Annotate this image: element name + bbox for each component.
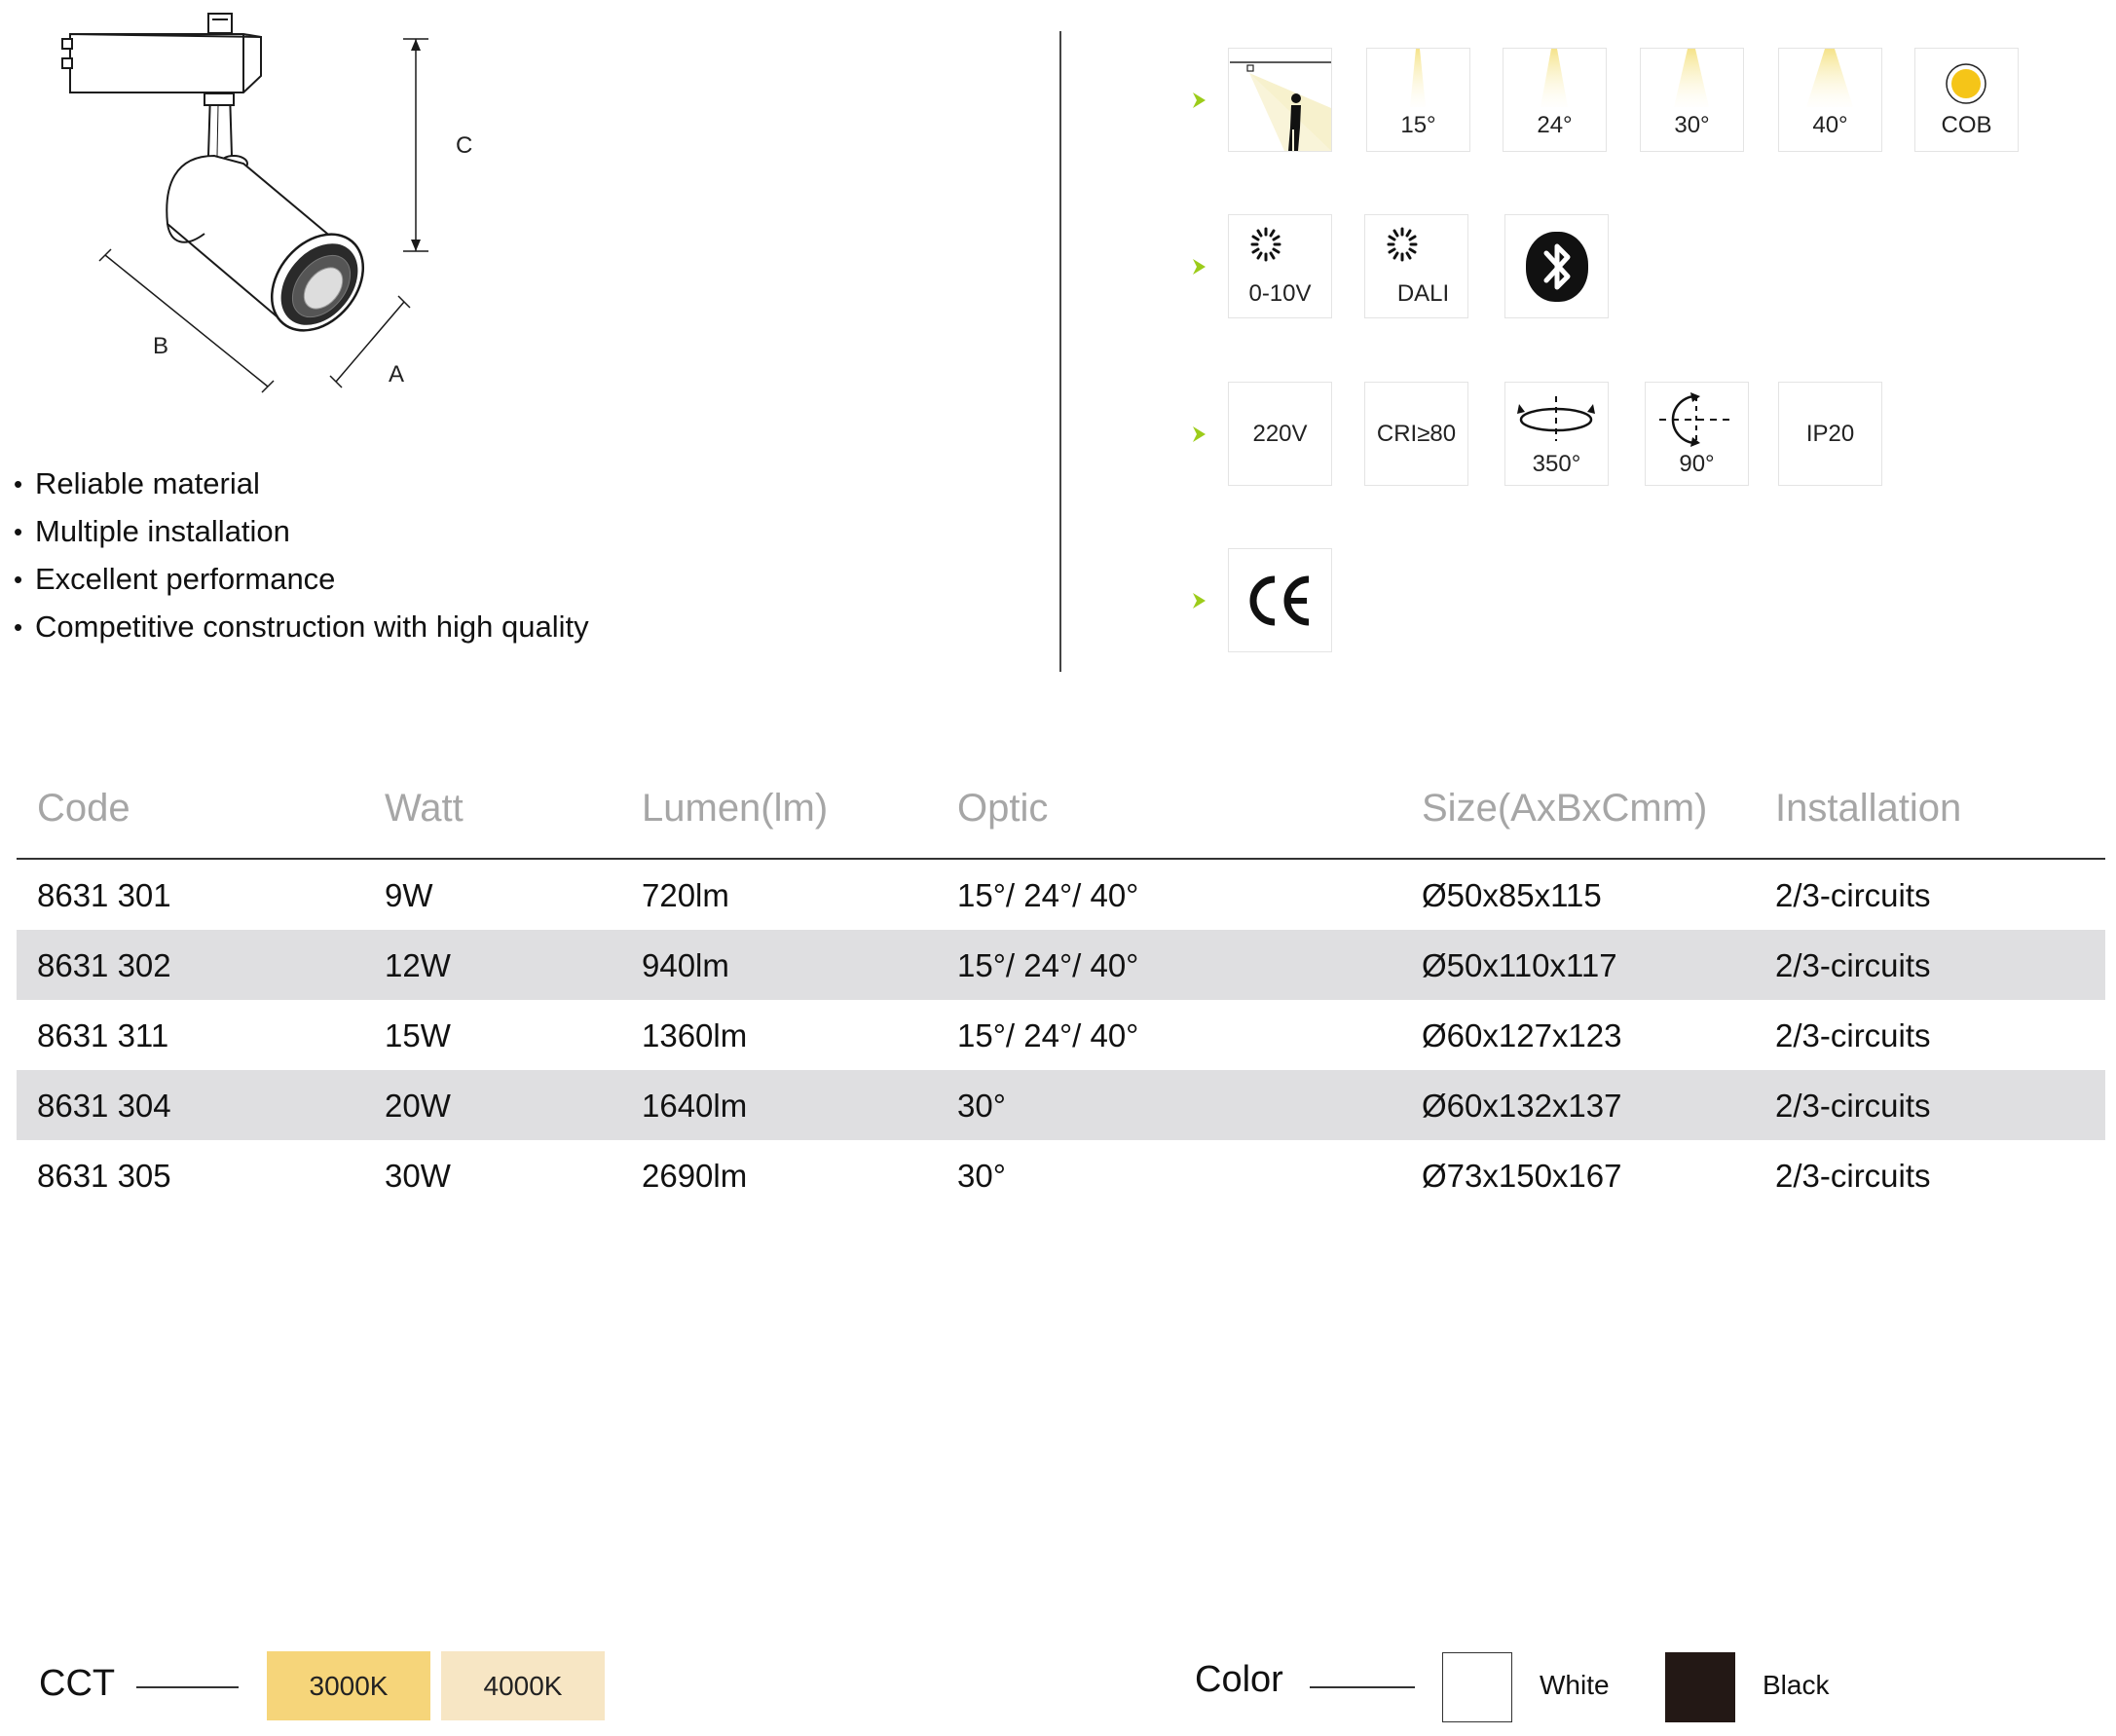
table-header <box>17 769 2105 860</box>
cell-watt: 20W <box>385 1088 451 1124</box>
cell-optic: 15°/ 24°/ 40° <box>957 877 1139 913</box>
color-label: Color <box>1195 1659 1283 1700</box>
cell-watt: 15W <box>385 1017 451 1053</box>
dimension-b-label: B <box>153 333 169 359</box>
white-color-label: White <box>1540 1670 1610 1700</box>
table-row <box>17 1070 2105 1140</box>
feature-item: • Excellent performance <box>14 561 589 609</box>
cell-size: Ø73x150x167 <box>1422 1158 1622 1194</box>
cct-4000k-label: 4000K <box>483 1670 563 1701</box>
row-marker-icon <box>1191 258 1208 276</box>
beam-30-label: 30° <box>1674 112 1710 138</box>
cell-optic: 30° <box>957 1088 1006 1124</box>
cell-installation: 2/3-circuits <box>1775 1017 1931 1053</box>
cell-code: 8631 305 <box>37 1158 171 1194</box>
dimension-a-label: A <box>389 361 405 388</box>
cct-rule <box>136 1686 239 1688</box>
header-lumen: Lumen(lm) <box>642 787 829 830</box>
feature-item: • Multiple installation <box>14 513 589 561</box>
vertical-divider <box>1059 31 1061 672</box>
cell-lumen: 1640lm <box>642 1088 748 1124</box>
spec-table <box>17 769 2105 1210</box>
header-installation: Installation <box>1775 787 1962 830</box>
cell-code: 8631 301 <box>37 877 171 913</box>
cell-installation: 2/3-circuits <box>1775 947 1931 983</box>
cct-3000k-swatch <box>267 1651 430 1720</box>
cell-installation: 2/3-circuits <box>1775 877 1931 913</box>
dali-icon <box>1364 214 1468 318</box>
cct-4000k-swatch <box>441 1651 605 1720</box>
spotlight-application-icon <box>1228 48 1332 152</box>
tilt-90-label: 90° <box>1679 451 1715 477</box>
feature-list <box>14 465 589 656</box>
black-color-swatch <box>1665 1652 1735 1722</box>
tilt-90-icon <box>1645 382 1749 486</box>
white-color-swatch <box>1442 1652 1512 1722</box>
cell-size: Ø50x110x117 <box>1422 947 1617 983</box>
bluetooth-icon <box>1504 214 1609 318</box>
cri-label: CRI≥80 <box>1376 420 1457 447</box>
rotation-350-label: 350° <box>1532 451 1581 477</box>
beam-40-label: 40° <box>1812 112 1848 138</box>
cell-lumen: 1360lm <box>642 1017 748 1053</box>
row-marker-icon <box>1191 592 1208 609</box>
cell-installation: 2/3-circuits <box>1775 1158 1931 1194</box>
cell-lumen: 940lm <box>642 947 729 983</box>
color-rule <box>1310 1686 1415 1688</box>
header-size: Size(AxBxCmm) <box>1422 787 1708 830</box>
cell-code: 8631 302 <box>37 947 171 983</box>
dimming-0-10v-icon <box>1228 214 1332 318</box>
cell-optic: 15°/ 24°/ 40° <box>957 1017 1139 1053</box>
cri-icon <box>1364 382 1468 486</box>
track-spotlight-drawing <box>0 0 682 409</box>
beam-40-icon <box>1778 48 1882 152</box>
product-drawing <box>0 0 682 409</box>
feature-item: • Reliable material <box>14 465 589 513</box>
cell-size: Ø50x85x115 <box>1422 877 1602 913</box>
black-color-label: Black <box>1763 1670 1830 1700</box>
rotation-350-icon <box>1504 382 1609 486</box>
cell-lumen: 2690lm <box>642 1158 748 1194</box>
ip-rating-label: IP20 <box>1805 420 1855 447</box>
cob-icon <box>1914 48 2019 152</box>
row-marker-icon <box>1191 425 1208 443</box>
table-row <box>17 930 2105 1000</box>
cell-watt: 12W <box>385 947 451 983</box>
beam-24-label: 24° <box>1537 112 1573 138</box>
cct-3000k-label: 3000K <box>309 1670 389 1701</box>
voltage-icon <box>1228 382 1332 486</box>
cell-optic: 30° <box>957 1158 1006 1194</box>
header-code: Code <box>37 787 130 830</box>
cell-optic: 15°/ 24°/ 40° <box>957 947 1139 983</box>
dali-label: DALI <box>1396 280 1450 307</box>
cell-lumen: 720lm <box>642 877 729 913</box>
ce-mark-icon <box>1228 548 1332 652</box>
cell-size: Ø60x127x123 <box>1422 1017 1622 1053</box>
cell-watt: 9W <box>385 877 433 913</box>
cob-label: COB <box>1941 112 1992 138</box>
table-row <box>17 1000 2105 1070</box>
cct-label: CCT <box>39 1663 116 1704</box>
row-marker-icon <box>1191 92 1208 109</box>
dimming-0-10v-label: 0-10V <box>1248 280 1312 307</box>
cell-installation: 2/3-circuits <box>1775 1088 1931 1124</box>
cell-size: Ø60x132x137 <box>1422 1088 1622 1124</box>
header-optic: Optic <box>957 787 1049 830</box>
cell-watt: 30W <box>385 1158 451 1194</box>
beam-24-icon <box>1503 48 1607 152</box>
table-row <box>17 860 2105 930</box>
beam-15-label: 15° <box>1400 112 1436 138</box>
beam-30-icon <box>1640 48 1744 152</box>
dimension-c-label: C <box>456 132 473 159</box>
feature-item: • Competitive construction with high quality <box>14 609 589 656</box>
cell-code: 8631 304 <box>37 1088 171 1124</box>
ip-rating-icon <box>1778 382 1882 486</box>
voltage-label: 220V <box>1252 420 1308 447</box>
cell-code: 8631 311 <box>37 1017 169 1053</box>
table-row <box>17 1140 2105 1210</box>
beam-15-icon <box>1366 48 1470 152</box>
header-watt: Watt <box>385 787 464 830</box>
